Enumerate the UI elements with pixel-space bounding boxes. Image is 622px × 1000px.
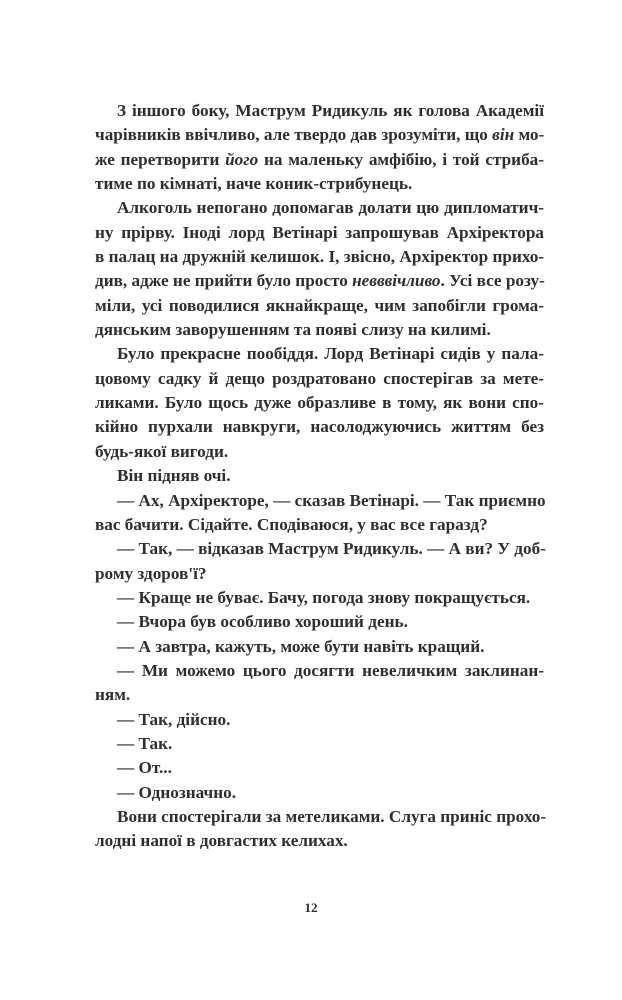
text-line [95, 318, 544, 342]
text-segment: ну прірву. Іноді лорд Ветінарі запрошував Архіректора [95, 222, 544, 242]
text-segment: мо- [514, 125, 545, 145]
text-segment: — От... [117, 758, 172, 778]
text-segment: — А завтра, кажуть, може бути навіть кращий. [117, 636, 485, 656]
text-segment: ликами. Було щось дуже образливе в тому, як вони спо- [95, 393, 544, 413]
text-line [95, 537, 544, 561]
text-line [95, 391, 544, 415]
text-segment: будь-якої вигоди. [95, 441, 229, 461]
text-line [95, 659, 544, 683]
text-segment: вас бачити. Сідайте. Сподіваюся, у вас все гаразд? [95, 514, 488, 534]
text-segment: Було прекрасне пообіддя. Лорд Ветінарі сидів у пала- [117, 344, 544, 364]
text-line [95, 635, 544, 659]
text-segment: рому здоров'ї? [95, 563, 207, 583]
text-segment: див, адже не прийти було просто [95, 271, 353, 291]
text-segment: — Так, — відказав Маструм Ридикуль. — А ви? У доб- [117, 539, 546, 559]
text-segment: — Однозначно. [117, 782, 237, 802]
text-line [95, 683, 544, 707]
text-line [95, 294, 544, 318]
text-line [95, 221, 544, 245]
text-line [95, 586, 544, 610]
text-line [95, 440, 544, 464]
text-segment: цовому садку й дещо роздратовано спостерігав за мете- [95, 368, 544, 388]
text-line [95, 756, 544, 780]
text-line [95, 342, 544, 366]
text-line [95, 148, 544, 172]
text-segment: лодні напої в довгастих келихах. [95, 831, 348, 851]
text-segment: — Краще не буває. Бачу, погода знову покращується. [117, 587, 531, 607]
text-line [95, 732, 544, 756]
text-segment: — Ах, Архіректоре, — сказав Ветінарі. — Так приємно [117, 490, 546, 510]
text-segment: міли, усі поводилися якнайкраще, чим запобігли грома- [95, 295, 544, 315]
text-segment: З іншого боку, Маструм Ридикуль як голова Академії [117, 101, 544, 120]
text-segment: ням. [95, 685, 131, 705]
text-segment: дянським заворушенням та появі слизу на килимі. [95, 320, 491, 340]
text-segment: кійно пурхали навкруги, насолоджуючись життям без [95, 417, 544, 437]
text-segment: Алкоголь непогано допомагав долати цю дипломатич- [117, 198, 544, 218]
text-line [95, 415, 544, 439]
page-number: 12 [304, 900, 318, 915]
text-line [95, 805, 547, 829]
text-line [95, 269, 544, 293]
text-segment: . Усі все розу- [440, 271, 545, 291]
text-line [95, 610, 544, 634]
text-segment: — Ми можемо цього досягти невеличким заклинан- [117, 660, 544, 680]
text-line [95, 829, 544, 853]
text-segment: чарівників ввічливо, але твердо дав зрозуміти, що [95, 125, 493, 145]
text-line [95, 489, 544, 513]
text-line [95, 245, 544, 269]
italic-text: він [492, 125, 515, 145]
text-segment: Вони спостерігали за метеликами. Слуга приніс прохо- [117, 806, 547, 826]
text-segment: в палац на дружній келишок. І, звісно, Архіректор прихо- [95, 247, 545, 267]
italic-text: невввічливо [352, 271, 441, 291]
text-segment: — Так. [117, 733, 173, 753]
text-line [95, 562, 544, 586]
text-line [95, 513, 544, 537]
body-text [95, 99, 547, 854]
text-segment: — Вчора був особливо хороший день. [117, 612, 408, 632]
text-segment: на маленьку амфібію, і той стриба- [258, 149, 544, 169]
text-line [95, 708, 544, 732]
text-line [95, 781, 544, 805]
italic-text: його [225, 149, 259, 169]
text-segment: Він підняв очі. [117, 466, 231, 486]
text-line [95, 172, 544, 196]
text-segment: — Так, дійсно. [117, 709, 231, 729]
text-line [95, 123, 544, 147]
text-line [95, 196, 544, 220]
text-line [95, 464, 544, 488]
text-segment: же перетворити [95, 149, 226, 169]
text-segment: тиме по кімнаті, наче коник-стрибунець. [95, 174, 413, 194]
text-line [95, 99, 544, 123]
text-line [95, 367, 544, 391]
